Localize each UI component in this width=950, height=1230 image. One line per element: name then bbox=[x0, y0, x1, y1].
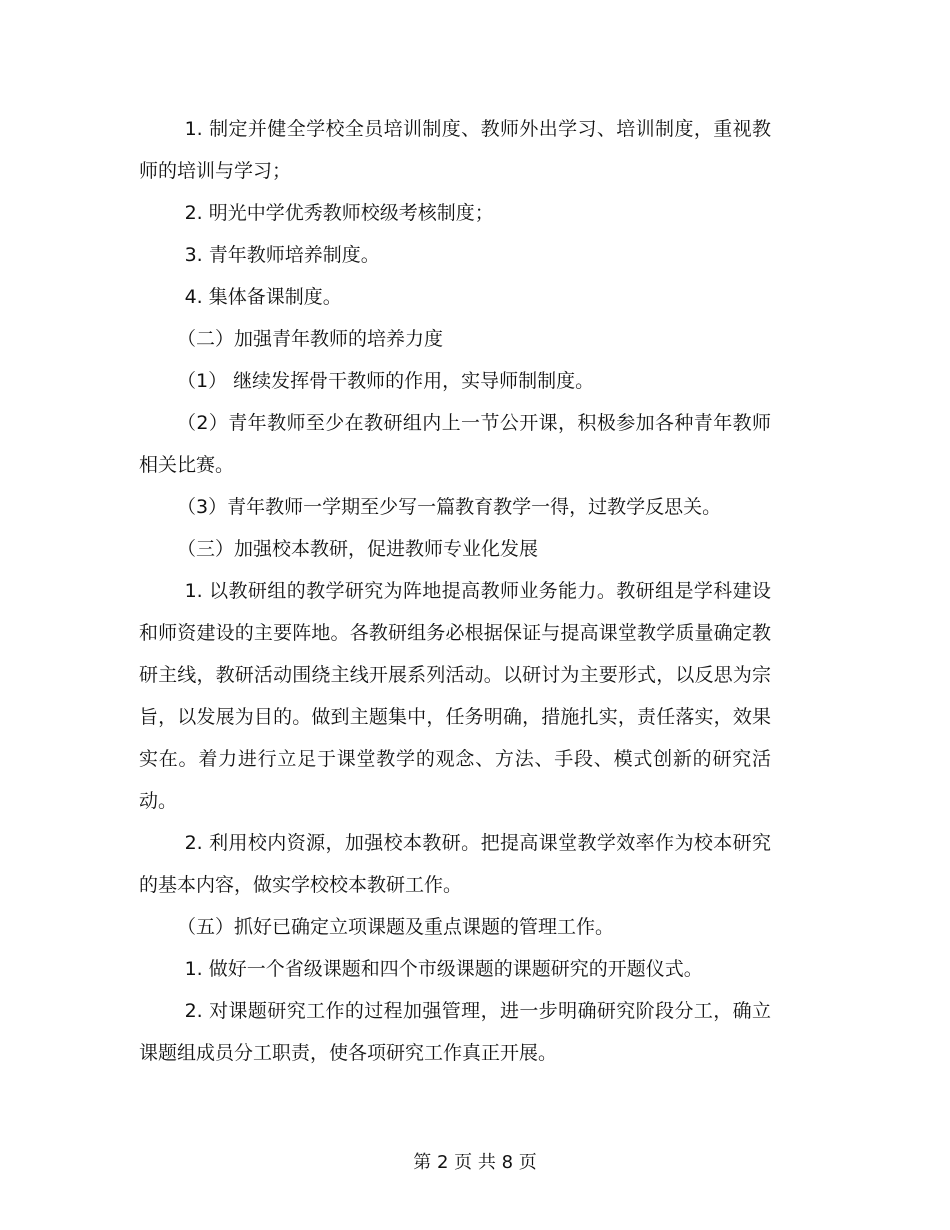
paragraph-13: 1. 做好一个省级课题和四个市级课题的课题研究的开题仪式。 bbox=[184, 958, 703, 980]
paragraph-10: 1. 以教研组的教学研究为阵地提高教师业务能力。教研组是学科建设和师资建设的主要阵地。各教研组务必根据保证与提高课堂教学质量确定教研主线，教研活动围绕主线开展系列活动。以研讨为主要形式，以反思为宗旨，以发展为目的。做到主题集中，任务明确，措施扎实，责任落实，效果实在。着力进行立足于课堂教学的观念、方法、手段、模式创新的研究活动。 bbox=[139, 580, 771, 812]
paragraph-1: 1. 制定并健全学校全员培训制度、教师外出学习、培训制度，重视教师的培训与学习； bbox=[139, 118, 771, 182]
paragraph-11: 2. 利用校内资源，加强校本教研。把提高课堂教学效率作为校本研究的基本内容，做实学校校本教研工作。 bbox=[139, 832, 771, 896]
paragraph-4: 4. 集体备课制度。 bbox=[184, 286, 342, 308]
paragraph-14: 2. 对课题研究工作的过程加强管理，进一步明确研究阶段分工，确立课题组成员分工职责，使各项研究工作真正开展。 bbox=[139, 1000, 771, 1064]
section-heading-5: （五）抓好已确定立项课题及重点课题的管理工作。 bbox=[177, 916, 615, 938]
document-body bbox=[139, 108, 771, 1074]
paragraph-7: （2）青年教师至少在教研组内上一节公开课，积极参加各种青年教师相关比赛。 bbox=[139, 412, 771, 476]
page-footer bbox=[0, 1151, 950, 1175]
paragraph-3: 3. 青年教师培养制度。 bbox=[184, 244, 380, 266]
page-number-label: 第 2 页 共 8 页 bbox=[413, 1152, 537, 1173]
section-heading-3: （三）加强校本教研，促进教师专业化发展 bbox=[177, 538, 539, 560]
paragraph-2: 2. 明光中学优秀教师校级考核制度； bbox=[184, 202, 494, 224]
paragraph-8: （3）青年教师一学期至少写一篇教育教学一得，过教学反思关。 bbox=[177, 496, 722, 518]
paragraph-6: （1） 继续发挥骨干教师的作用，实导师制制度。 bbox=[177, 370, 595, 392]
section-heading-2: （二）加强青年教师的培养力度 bbox=[177, 328, 444, 350]
